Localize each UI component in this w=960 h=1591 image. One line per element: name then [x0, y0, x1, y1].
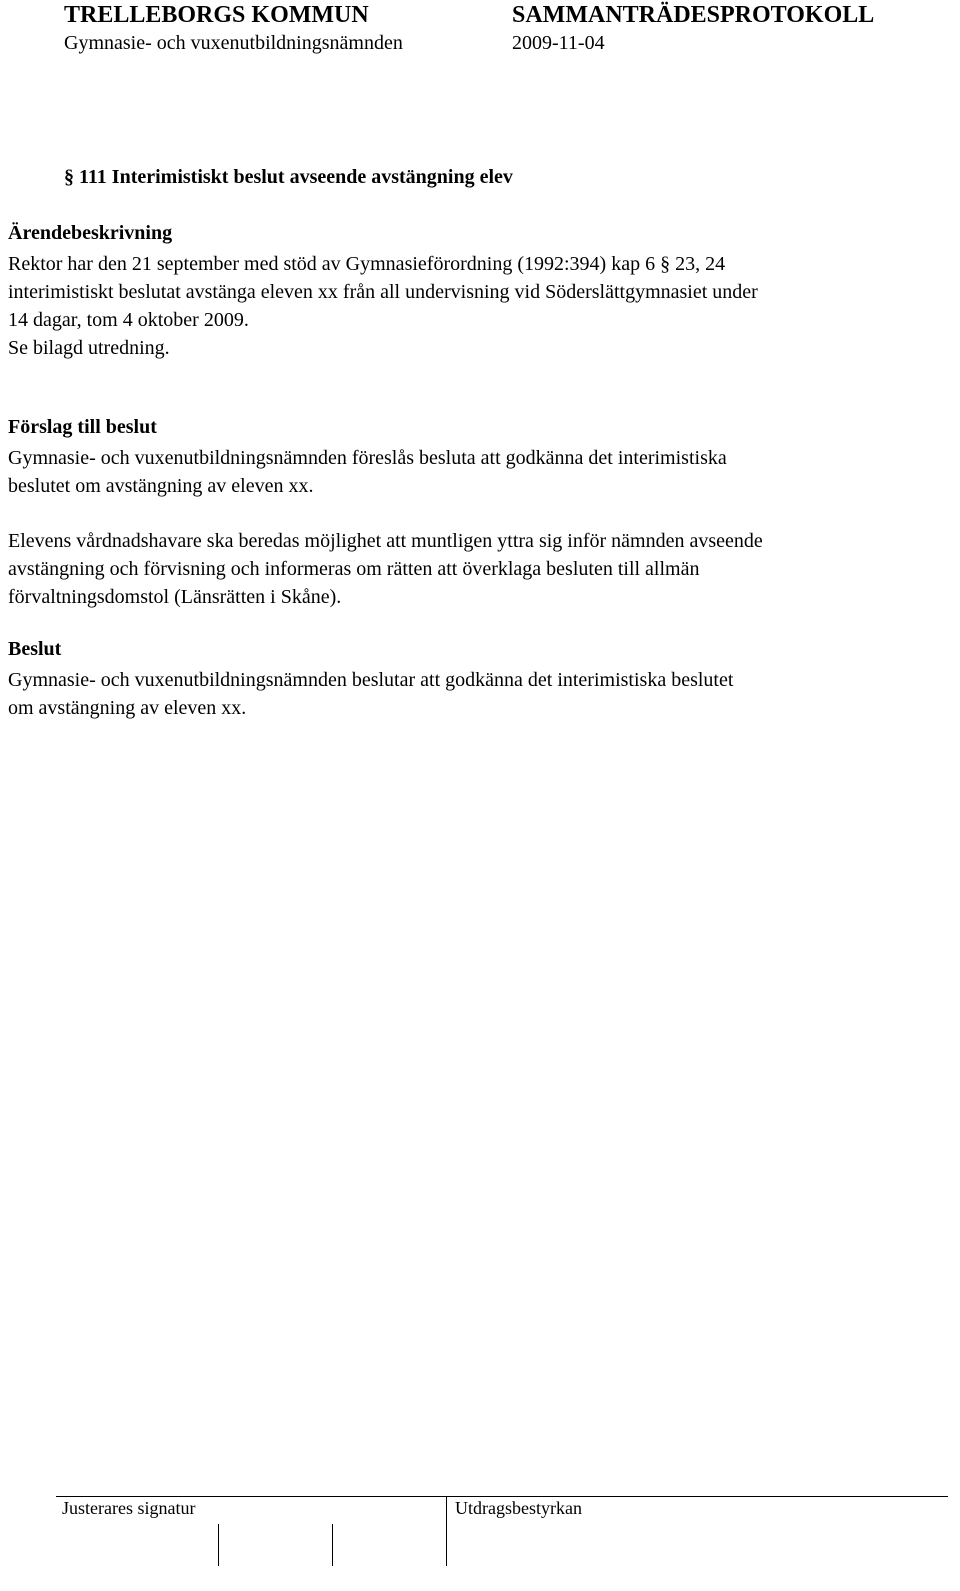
org-name: TRELLEBORGS KOMMUN: [64, 2, 369, 28]
arende-paragraph: [8, 250, 948, 362]
arende-line-4: Se bilagd utredning.: [8, 337, 170, 359]
section-title: [64, 166, 513, 189]
section-symbol: §: [64, 166, 74, 188]
vardnad-line-1: Elevens vårdnadshavare ska beredas möjlighet att muntligen yttra sig inför nämnden avseende: [8, 530, 763, 552]
arende-heading: Ärendebeskrivning: [8, 222, 173, 244]
footer-top-rule: [56, 1496, 948, 1497]
forslag-line-1: Gymnasie- och vuxenutbildningsnämnden föreslås besluta att godkänna det interimistiska: [8, 447, 727, 469]
forslag-heading: Förslag till beslut: [8, 416, 157, 438]
forslag-paragraph: [8, 444, 948, 500]
committee-name: Gymnasie- och vuxenutbildningsnämnden: [64, 32, 403, 54]
signature-label: Justerares signatur: [62, 1498, 196, 1518]
vardnad-paragraph: [8, 527, 948, 611]
forslag-line-2: beslutet om avstängning av eleven xx.: [8, 475, 314, 497]
document-type: SAMMANTRÄDESPROTOKOLL: [512, 2, 875, 28]
signature-divider-3: [446, 1496, 447, 1566]
signature-divider-1: [218, 1524, 219, 1566]
arende-line-1-a: Rektor har den 21 september med stöd av Gymnasieförordning (1992:394) kap 6: [8, 253, 656, 275]
beslut-paragraph: [8, 666, 948, 722]
vardnad-line-2: avstängning och förvisning och informeras om rätten att överklaga besluten till allmän: [8, 558, 700, 580]
arende-line-3: 14 dagar, tom 4 oktober 2009.: [8, 309, 249, 331]
vardnad-line-3: förvaltningsdomstol (Länsrätten i Skåne).: [8, 586, 342, 608]
beslut-line-2: om avstängning av eleven xx.: [8, 697, 247, 719]
arende-line-1: [8, 250, 948, 278]
extract-label: Utdragsbestyrkan: [455, 1498, 582, 1518]
arende-line-1-b: 23, 24: [675, 253, 726, 275]
arende-line-2: interimistiskt beslutat avstänga eleven xx från all undervisning vid Söderslättgymnasiet under: [8, 281, 758, 303]
meeting-date: 2009-11-04: [512, 32, 605, 54]
beslut-line-1: Gymnasie- och vuxenutbildningsnämnden beslutar att godkänna det interimistiska beslutet: [8, 669, 734, 691]
section-title-text: 111 Interimistiskt beslut avseende avstängning elev: [79, 166, 513, 188]
beslut-heading: Beslut: [8, 638, 62, 660]
paragraph-symbol: §: [660, 253, 671, 275]
signature-divider-2: [332, 1524, 333, 1566]
